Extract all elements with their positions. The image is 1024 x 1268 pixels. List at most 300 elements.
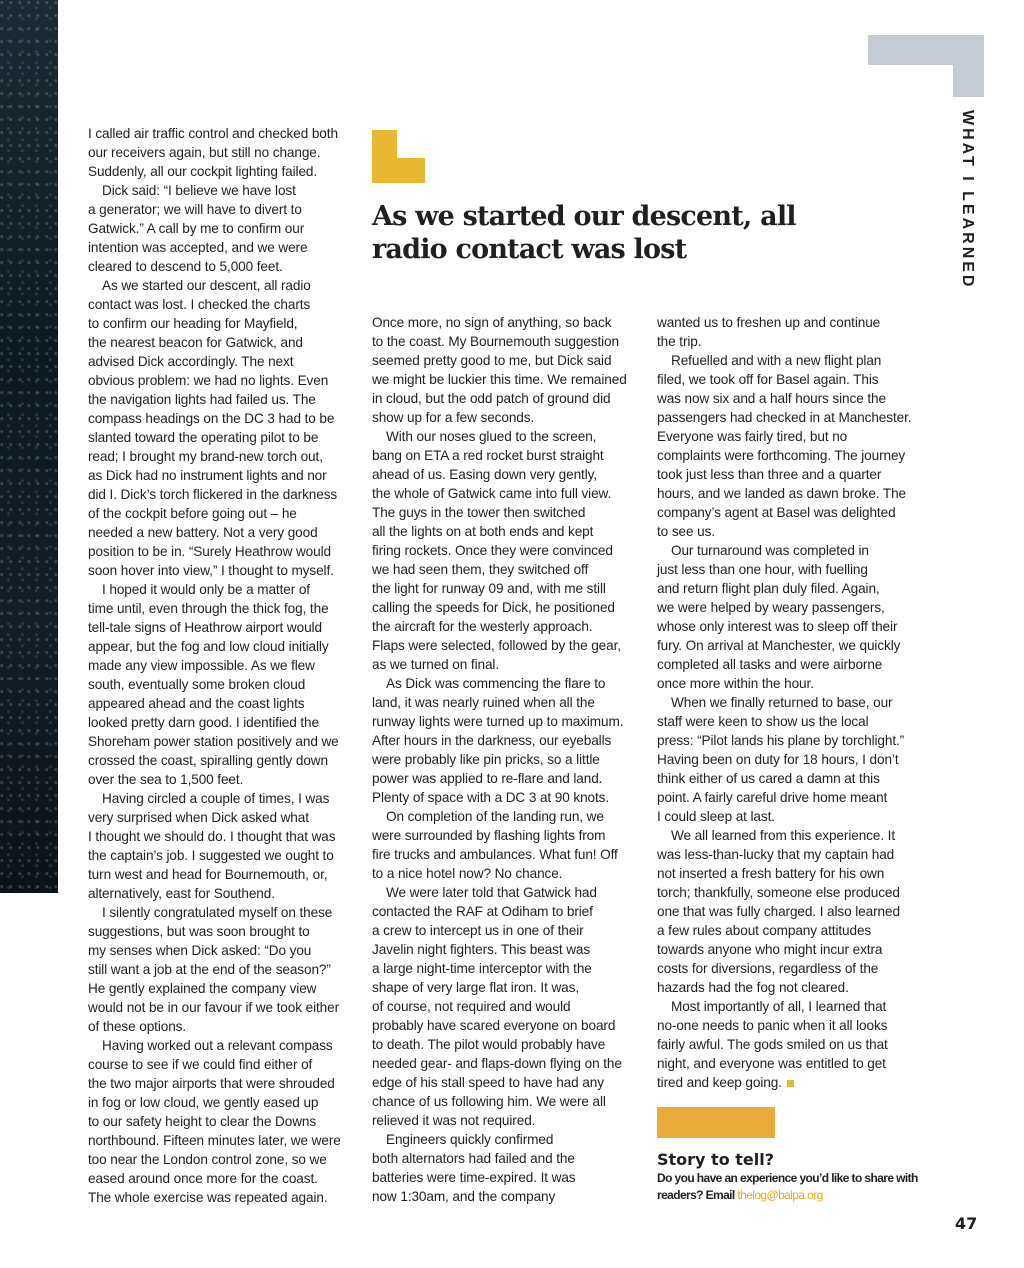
line-text: a large night-time interceptor with the: [372, 961, 592, 976]
line-text: ahead of us. Easing down very gently,: [372, 467, 598, 482]
line-text: of course, not required and would: [372, 999, 571, 1014]
text-line: [657, 1054, 911, 1073]
text-line: [88, 713, 341, 732]
line-text: wanted us to freshen up and continue: [657, 315, 881, 330]
line-text: appear, but the fog and low cloud initially: [88, 639, 329, 654]
text-line: [88, 276, 341, 295]
line-text: not inserted a fresh battery for his own: [657, 866, 885, 881]
text-line: [372, 940, 627, 959]
line-text: to see us.: [657, 524, 715, 539]
text-line: [372, 1092, 627, 1111]
line-text: shape of very large flat iron. It was,: [372, 980, 580, 995]
line-text: point. A fairly careful drive home meant: [657, 790, 888, 805]
line-text: the two major airports that were shrouded: [88, 1076, 335, 1091]
line-text: to a nice hotel now? No chance.: [372, 866, 563, 881]
text-line: [372, 1111, 627, 1130]
line-text: soon hover into view,” I thought to myself.: [88, 563, 334, 578]
text-line: [657, 674, 911, 693]
line-text: Our turnaround was completed in: [671, 543, 869, 558]
line-text: We were later told that Gatwick had: [386, 885, 597, 900]
text-line: [657, 997, 911, 1016]
line-text: towards anyone who might incur extra: [657, 942, 883, 957]
line-text: a generator; we will have to divert to: [88, 202, 302, 217]
line-text: Dick said: “I believe we have lost: [102, 183, 296, 198]
text-line: [657, 427, 911, 446]
line-text: needed a new battery. Not a very good: [88, 525, 318, 540]
text-line: [88, 998, 341, 1017]
text-line: [657, 750, 911, 769]
text-line: [657, 864, 911, 883]
line-text: compass headings on the DC 3 had to be: [88, 411, 335, 426]
line-text: the light for runway 09 and, with me still: [372, 581, 606, 596]
line-text: crossed the coast, spiralling gently down: [88, 753, 328, 768]
line-text: made any view impossible. As we flew: [88, 658, 315, 673]
line-text: were probably like pin pricks, so a little: [372, 752, 600, 767]
text-line: [88, 1131, 341, 1150]
text-line: [657, 332, 911, 351]
text-line: [372, 408, 627, 427]
text-line: [372, 997, 627, 1016]
line-text: Refuelled and with a new flight plan: [671, 353, 882, 368]
text-line: [88, 694, 341, 713]
line-text: over the sea to 1,500 feet.: [88, 772, 244, 787]
section-label: WHAT I LEARNED: [959, 110, 976, 290]
text-line: [88, 1093, 341, 1112]
line-text: relieved it was not required.: [372, 1113, 536, 1128]
text-line: [88, 808, 341, 827]
line-text: slanted toward the operating pilot to be: [88, 430, 319, 445]
text-line: [657, 503, 911, 522]
line-text: alternatively, east for Southend.: [88, 886, 275, 901]
line-text: As Dick was commencing the flare to: [386, 676, 606, 691]
line-text: probably have scared everyone on board: [372, 1018, 616, 1033]
text-line: [372, 1168, 627, 1187]
text-line: [657, 484, 911, 503]
text-line: [88, 257, 341, 276]
story-body: Do you have an experience you’d like to share with readers? Email: [657, 1171, 918, 1202]
text-line: [88, 124, 341, 143]
line-text: northbound. Fifteen minutes later, we were: [88, 1133, 341, 1148]
text-line: [372, 655, 627, 674]
text-line: [372, 1016, 627, 1035]
text-line: [372, 370, 627, 389]
line-text: Suddenly, all our cockpit lighting failed.: [88, 164, 318, 179]
line-text: calling the speeds for Dick, he positioned: [372, 600, 615, 615]
text-line: [372, 1187, 627, 1206]
text-line: [88, 751, 341, 770]
line-text: the captain’s job. I suggested we ought to: [88, 848, 334, 863]
line-text: The whole exercise was repeated again.: [88, 1190, 328, 1205]
text-line: [657, 959, 911, 978]
text-line: [657, 370, 911, 389]
text-line: [88, 143, 341, 162]
line-text: south, eventually some broken cloud: [88, 677, 306, 692]
line-text: Flaps were selected, followed by the gear,: [372, 638, 621, 653]
line-text: now 1:30am, and the company: [372, 1189, 556, 1204]
text-line: [372, 465, 627, 484]
line-text: fury. On arrival at Manchester, we quickly: [657, 638, 901, 653]
line-text: hazards had the fog not cleared.: [657, 980, 849, 995]
text-line: [372, 959, 627, 978]
text-line: [88, 200, 341, 219]
text-line: [88, 1074, 341, 1093]
line-text: company’s agent at Basel was delighted: [657, 505, 896, 520]
line-text: After hours in the darkness, our eyeballs: [372, 733, 612, 748]
text-line: [372, 1054, 627, 1073]
line-text: was now six and a half hours since the: [657, 391, 886, 406]
text-line: [372, 313, 627, 332]
text-line: [657, 921, 911, 940]
line-text: On completion of the landing run, we: [386, 809, 604, 824]
line-text: in cloud, but the odd patch of ground did: [372, 391, 611, 406]
line-text: show up for a few seconds.: [372, 410, 535, 425]
line-text: fairly awful. The gods smiled on us that: [657, 1037, 888, 1052]
text-line: [657, 883, 911, 902]
text-column-1: [88, 124, 341, 1207]
text-line: [88, 390, 341, 409]
line-text: As we started our descent, all radio: [102, 278, 311, 293]
line-text: the nearest beacon for Gatwick, and: [88, 335, 303, 350]
text-line: [372, 674, 627, 693]
text-line: [88, 561, 341, 580]
text-line: [372, 807, 627, 826]
text-line: [88, 523, 341, 542]
text-line: [88, 732, 341, 751]
text-line: [657, 731, 911, 750]
line-text: Once more, no sign of anything, so back: [372, 315, 612, 330]
text-line: [88, 428, 341, 447]
text-line: [372, 541, 627, 560]
line-text: complaints were forthcoming. The journey: [657, 448, 906, 463]
line-text: land, it was nearly ruined when all the: [372, 695, 595, 710]
text-line: [372, 522, 627, 541]
line-text: took just less than three and a quarter: [657, 467, 882, 482]
text-line: [657, 560, 911, 579]
text-line: [657, 807, 911, 826]
text-line: [88, 542, 341, 561]
text-line: [88, 485, 341, 504]
line-text: both alternators had failed and the: [372, 1151, 575, 1166]
text-line: [657, 845, 911, 864]
line-text: the trip.: [657, 334, 702, 349]
line-text: I silently congratulated myself on these: [102, 905, 333, 920]
line-text: my senses when Dick asked: “Do you: [88, 943, 312, 958]
line-text: bang on ETA a red rocket burst straight: [372, 448, 604, 463]
text-line: [372, 750, 627, 769]
text-line: [88, 922, 341, 941]
line-text: Everyone was fairly tired, but no: [657, 429, 848, 444]
line-text: firing rockets. Once they were convinced: [372, 543, 613, 558]
text-line: [372, 921, 627, 940]
text-line: [88, 960, 341, 979]
line-text: were surrounded by flashing lights from: [372, 828, 606, 843]
line-text: appeared ahead and the coast lights: [88, 696, 305, 711]
line-text: still want a job at the end of the season?”: [88, 962, 331, 977]
line-text: We all learned from this experience. It: [671, 828, 896, 843]
line-text: Shoreham power station positively and we: [88, 734, 339, 749]
text-line: [372, 389, 627, 408]
line-text: of these options.: [88, 1019, 187, 1034]
text-line: [372, 332, 627, 351]
text-column-2: [372, 313, 627, 1206]
text-line: [88, 941, 341, 960]
text-line: [88, 580, 341, 599]
text-line: [372, 826, 627, 845]
line-text: Gatwick.” A call by me to confirm our: [88, 221, 305, 236]
line-text: all the lights on at both ends and kept: [372, 524, 594, 539]
text-line: [372, 864, 627, 883]
line-text: I thought we should do. I thought that was: [88, 829, 336, 844]
line-text: press: “Pilot lands his plane by torchlight.”: [657, 733, 905, 748]
text-line: [88, 1055, 341, 1074]
line-text: Having worked out a relevant compass: [102, 1038, 333, 1053]
text-line: [88, 181, 341, 200]
text-line: [88, 656, 341, 675]
line-text: obvious problem: we had no lights. Even: [88, 373, 329, 388]
line-text: and return flight plan duly filed. Again,: [657, 581, 880, 596]
line-text: I hoped it would only be a matter of: [102, 582, 310, 597]
end-mark-icon: [787, 1080, 794, 1087]
line-text: intention was accepted, and we were: [88, 240, 308, 255]
text-line: [88, 333, 341, 352]
line-text: we were helped by weary passengers,: [657, 600, 885, 615]
text-line: [88, 504, 341, 523]
text-line: [657, 408, 911, 427]
line-text: torch; thankfully, someone else produced: [657, 885, 900, 900]
line-text: edge of his stall speed to have had any: [372, 1075, 604, 1090]
page-number: 47: [955, 1214, 978, 1233]
email-link[interactable]: thelog@balpa.org: [737, 1188, 823, 1202]
text-line: [88, 1017, 341, 1036]
line-text: read; I brought my brand-new torch out,: [88, 449, 323, 464]
text-line: [657, 522, 911, 541]
text-line: [372, 636, 627, 655]
text-line: [88, 846, 341, 865]
line-text: time until, even through the thick fog, the: [88, 601, 329, 616]
text-line: [372, 427, 627, 446]
line-text: would not be in our favour if we took either: [88, 1000, 340, 1015]
text-line: [88, 827, 341, 846]
line-text: advised Dick accordingly. The next: [88, 354, 294, 369]
line-text: Having been on duty for 18 hours, I don’t: [657, 752, 899, 767]
line-text: one that was fully charged. I also learned: [657, 904, 900, 919]
line-text: Engineers quickly confirmed: [386, 1132, 554, 1147]
text-line: [372, 1149, 627, 1168]
line-text: eased around once more for the coast.: [88, 1171, 318, 1186]
line-text: I could sleep at last.: [657, 809, 775, 824]
text-line: [88, 599, 341, 618]
text-line: [88, 618, 341, 637]
line-text: contact was lost. I checked the charts: [88, 297, 311, 312]
text-line: [657, 617, 911, 636]
line-text: too near the London control zone, so we: [88, 1152, 327, 1167]
text-line: [657, 788, 911, 807]
line-text: batteries were time-expired. It was: [372, 1170, 576, 1185]
line-text: runway lights were turned up to maximum.: [372, 714, 624, 729]
text-line: [657, 465, 911, 484]
text-line: [372, 484, 627, 503]
text-line: [657, 940, 911, 959]
line-text: staff were keen to show us the local: [657, 714, 869, 729]
line-text: as Dick had no instrument lights and nor: [88, 468, 327, 483]
line-text: a crew to intercept us in one of their: [372, 923, 584, 938]
line-text: Most importantly of all, I learned that: [671, 999, 887, 1014]
line-text: suggestions, but was soon brought to: [88, 924, 310, 939]
text-line: [372, 845, 627, 864]
text-line: [88, 219, 341, 238]
line-text: The guys in the tower then switched: [372, 505, 586, 520]
line-text: turn west and head for Bournemouth, or,: [88, 867, 328, 882]
text-line: [657, 693, 911, 712]
text-line: [657, 1073, 911, 1092]
text-line: [657, 826, 911, 845]
text-line: [657, 1035, 911, 1054]
text-line: [88, 371, 341, 390]
line-text: He gently explained the company view: [88, 981, 317, 996]
line-text: Plenty of space with a DC 3 at 90 knots.: [372, 790, 610, 805]
text-line: [88, 238, 341, 257]
text-line: [372, 579, 627, 598]
line-text: tell-tale signs of Heathrow airport would: [88, 620, 322, 635]
text-line: [372, 788, 627, 807]
text-line: [88, 1169, 341, 1188]
line-text: was less-than-lucky that my captain had: [657, 847, 895, 862]
text-line: [88, 352, 341, 371]
line-text: a few rules about company attitudes: [657, 923, 872, 938]
line-text: did I. Dick’s torch flickered in the darkness: [88, 487, 338, 502]
line-text: power was applied to re-flare and land.: [372, 771, 603, 786]
line-text: as we turned on final.: [372, 657, 500, 672]
line-text: course to see if we could find either of: [88, 1057, 313, 1072]
line-text: When we finally returned to base, our: [671, 695, 893, 710]
text-line: [88, 447, 341, 466]
text-line: [372, 693, 627, 712]
text-line: [88, 409, 341, 428]
text-line: [657, 1016, 911, 1035]
line-text: to the coast. My Bournemouth suggestion: [372, 334, 619, 349]
text-line: [88, 1150, 341, 1169]
text-line: [657, 712, 911, 731]
story-box-accent: [657, 1107, 775, 1138]
text-line: [88, 295, 341, 314]
text-line: [88, 789, 341, 808]
photo-edge-strip: [0, 0, 58, 893]
text-line: [372, 1073, 627, 1092]
text-line: [88, 162, 341, 181]
line-text: I called air traffic control and checked both: [88, 126, 338, 141]
line-text: costs for diversions, regardless of the: [657, 961, 879, 976]
line-text: needed gear- and flaps-down flying on the: [372, 1056, 622, 1071]
text-line: [88, 979, 341, 998]
text-line: [657, 598, 911, 617]
text-line: [657, 978, 911, 997]
text-line: [372, 1035, 627, 1054]
line-text: no-one needs to panic when it all looks: [657, 1018, 888, 1033]
text-line: [372, 978, 627, 997]
text-line: [372, 712, 627, 731]
line-text: our receivers again, but still no change.: [88, 145, 321, 160]
line-text: fire trucks and ambulances. What fun! Off: [372, 847, 618, 862]
story-text: [657, 1170, 927, 1204]
text-line: [88, 903, 341, 922]
text-line: [372, 598, 627, 617]
text-line: [88, 1188, 341, 1207]
text-line: [372, 769, 627, 788]
line-text: tired and keep going.: [657, 1075, 782, 1090]
text-column-3: [657, 313, 911, 1092]
line-text: night, and everyone was entitled to get: [657, 1056, 886, 1071]
text-line: [657, 351, 911, 370]
line-text: we might be luckier this time. We remained: [372, 372, 627, 387]
line-text: contacted the RAF at Odiham to brief: [372, 904, 593, 919]
line-text: position to be in. “Surely Heathrow would: [88, 544, 331, 559]
line-text: whose only interest was to sleep off their: [657, 619, 898, 634]
text-line: [372, 1130, 627, 1149]
line-text: very surprised when Dick asked what: [88, 810, 309, 825]
text-line: [657, 313, 911, 332]
text-line: [88, 1036, 341, 1055]
text-line: [657, 541, 911, 560]
line-text: to confirm our heading for Mayfield,: [88, 316, 298, 331]
corner-bracket-decoration: [953, 35, 984, 97]
text-line: [88, 675, 341, 694]
text-line: [88, 770, 341, 789]
line-text: the whole of Gatwick came into full view.: [372, 486, 612, 501]
text-line: [88, 865, 341, 884]
text-line: [372, 351, 627, 370]
line-text: looked pretty darn good. I identified the: [88, 715, 319, 730]
line-text: Javelin night fighters. This beast was: [372, 942, 591, 957]
text-line: [372, 731, 627, 750]
text-line: [372, 503, 627, 522]
line-text: the navigation lights had failed us. The: [88, 392, 316, 407]
text-line: [657, 769, 911, 788]
line-text: once more within the hour.: [657, 676, 814, 691]
line-text: completed all tasks and were airborne: [657, 657, 883, 672]
line-text: With our noses glued to the screen,: [386, 429, 597, 444]
text-line: [657, 636, 911, 655]
line-text: hours, and we landed as dawn broke. The: [657, 486, 907, 501]
text-line: [657, 655, 911, 674]
text-line: [372, 446, 627, 465]
line-text: passengers had checked in at Manchester.: [657, 410, 912, 425]
text-line: [657, 579, 911, 598]
line-text: Having circled a couple of times, I was: [102, 791, 330, 806]
text-line: [372, 902, 627, 921]
story-heading: Story to tell?: [657, 1150, 775, 1169]
line-text: filed, we took off for Basel again. This: [657, 372, 879, 387]
text-line: [657, 446, 911, 465]
line-text: to our safety height to clear the Downs: [88, 1114, 317, 1129]
text-line: [88, 884, 341, 903]
text-line: [372, 560, 627, 579]
text-line: [88, 466, 341, 485]
line-text: cleared to descend to 5,000 feet.: [88, 259, 283, 274]
line-text: in fog or low cloud, we gently eased up: [88, 1095, 319, 1110]
pullquote-mark: [372, 158, 425, 183]
line-text: chance of us following him. We were all: [372, 1094, 606, 1109]
line-text: seemed pretty good to me, but Dick said: [372, 353, 612, 368]
line-text: of the cockpit before going out – he: [88, 506, 297, 521]
text-line: [88, 1112, 341, 1131]
pull-quote-headline: As we started our descent, all radio contact was lost: [372, 201, 796, 265]
text-line: [372, 617, 627, 636]
text-line: [88, 314, 341, 333]
line-text: think either of us cared a damn at this: [657, 771, 880, 786]
line-text: the aircraft for the westerly approach.: [372, 619, 593, 634]
line-text: just less than one hour, with fuelling: [657, 562, 868, 577]
text-line: [88, 637, 341, 656]
